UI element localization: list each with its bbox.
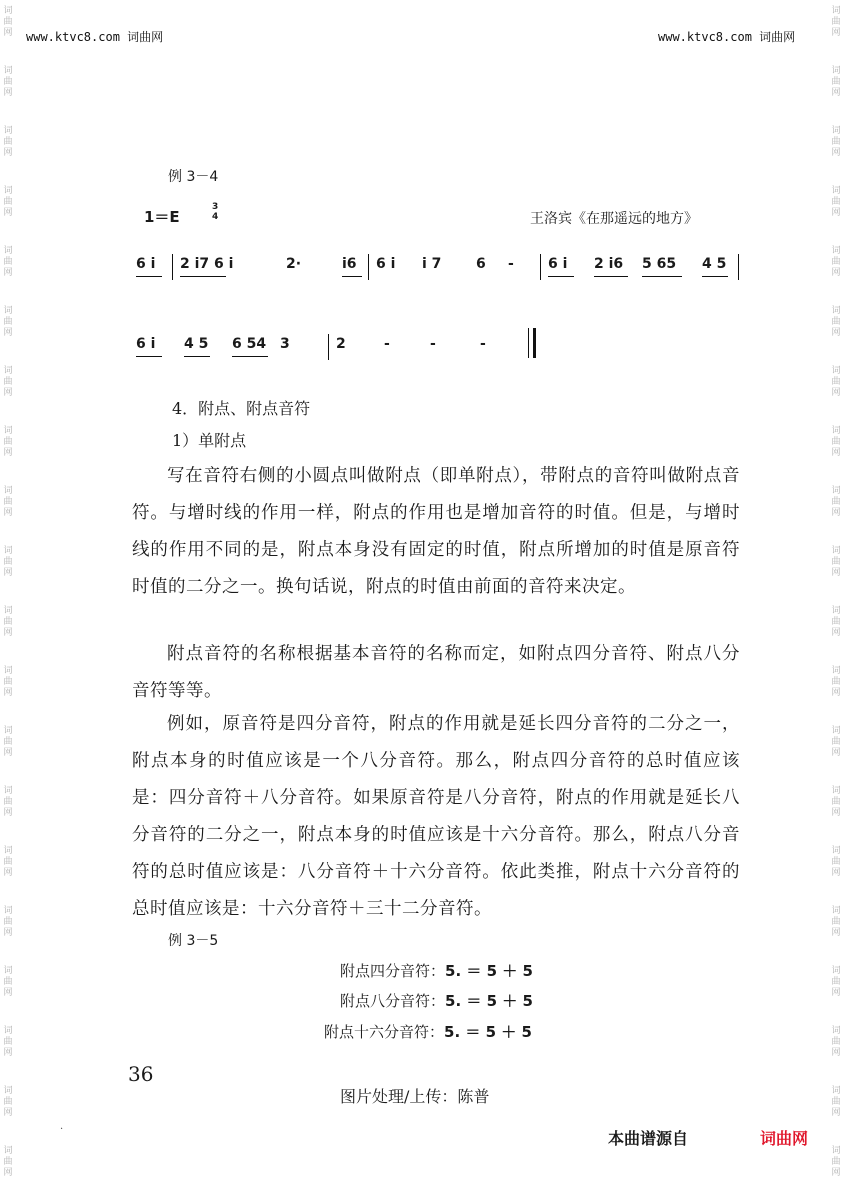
- watermark-text: 词 曲 网: [3, 666, 13, 698]
- barline: [368, 254, 369, 280]
- watermark-text: 词 曲 网: [3, 846, 13, 878]
- score-note: 2: [336, 336, 346, 352]
- score-note: i6: [342, 256, 357, 272]
- section-heading: 4．附点、附点音符: [172, 399, 311, 418]
- beam: [136, 356, 162, 357]
- source-label: 本曲谱源自: [608, 1129, 689, 1148]
- dotted-note-row: [340, 960, 533, 981]
- score-note: -: [480, 336, 486, 352]
- time-signature-top: 3: [212, 202, 219, 212]
- site-url-right[interactable]: www.ktvc8.com 词曲网: [658, 30, 796, 44]
- watermark-text: 词 曲 网: [3, 1026, 13, 1058]
- paragraph-1: [132, 458, 740, 606]
- paragraph-3: [132, 706, 740, 928]
- watermark-text: 词 曲 网: [831, 6, 841, 38]
- score-note: 6 i: [376, 256, 396, 272]
- watermark-text: 词 曲 网: [3, 726, 13, 758]
- score-note: -: [508, 256, 514, 272]
- score-note: 6 i: [136, 336, 156, 352]
- watermark-text: 词 曲 网: [3, 246, 13, 278]
- dotted-note-formula: 5. ＝ 5 ＋ 5: [445, 992, 533, 1010]
- brand-logo-text[interactable]: 词曲网: [760, 1129, 809, 1148]
- beam: [180, 276, 226, 277]
- score-note: -: [430, 336, 436, 352]
- score-note: -: [384, 336, 390, 352]
- beam: [642, 276, 682, 277]
- watermark-text: 词 曲 网: [3, 906, 13, 938]
- beam: [232, 356, 268, 357]
- score-note: 2 i7 6 i: [180, 256, 234, 272]
- beam: [548, 276, 574, 277]
- watermark-text: 词 曲 网: [831, 1026, 841, 1058]
- watermark-text: 词 曲 网: [831, 1086, 841, 1118]
- watermark-text: 词 曲 网: [831, 666, 841, 698]
- watermark-text: 词 曲 网: [831, 906, 841, 938]
- beam: [136, 276, 162, 277]
- watermark-text: 词 曲 网: [831, 606, 841, 638]
- barline: [172, 254, 173, 280]
- watermark-text: 词 曲 网: [3, 1086, 13, 1118]
- watermark-text: 词 曲 网: [3, 426, 13, 458]
- watermark-text: 词 曲 网: [3, 6, 13, 38]
- dotted-note-formula: 5. ＝ 5 ＋ 5: [445, 962, 533, 980]
- upload-credit: 图片处理/上传：陈普: [340, 1087, 490, 1106]
- dotted-note-name: 附点八分音符：: [340, 992, 446, 1010]
- watermark-text: 词 曲 网: [831, 246, 841, 278]
- site-url-left[interactable]: www.ktvc8.com 词曲网: [26, 30, 164, 44]
- watermark-text: 词 曲 网: [831, 186, 841, 218]
- watermark-text: 词 曲 网: [831, 486, 841, 518]
- watermark-text: 词 曲 网: [3, 66, 13, 98]
- score-note: 5 65: [642, 256, 677, 272]
- score-note: 6 54: [232, 336, 267, 352]
- watermark-text: 词 曲 网: [3, 546, 13, 578]
- watermark-text: 词 曲 网: [831, 546, 841, 578]
- score-note: i 7: [422, 256, 442, 272]
- dotted-note-name: 附点四分音符：: [340, 962, 446, 980]
- example-label: 例 3－4: [168, 169, 219, 185]
- watermark-text: 词 曲 网: [3, 486, 13, 518]
- score-note: 2·: [286, 256, 302, 272]
- score-note: 6: [476, 256, 486, 272]
- time-signature: [212, 202, 218, 222]
- watermark-text: 词 曲 网: [831, 426, 841, 458]
- paragraph-2: [132, 636, 740, 710]
- page-number: 36: [128, 1062, 154, 1086]
- beam: [702, 276, 728, 277]
- watermark-text: 词 曲 网: [3, 1146, 13, 1178]
- watermark-text: 词 曲 网: [3, 366, 13, 398]
- example-label: 例 3－5: [168, 933, 219, 949]
- watermark-text: 词 曲 网: [831, 966, 841, 998]
- song-source: 王洛宾《在那遥远的地方》: [530, 211, 698, 227]
- beam: [594, 276, 628, 277]
- watermark-text: 词 曲 网: [831, 846, 841, 878]
- scan-mark: ·: [60, 1124, 64, 1135]
- score-note: 4 5: [184, 336, 209, 352]
- watermark-text: 词 曲 网: [3, 786, 13, 818]
- watermark-text: 词 曲 网: [831, 126, 841, 158]
- time-signature-bottom: 4: [212, 212, 219, 222]
- score-note: 3: [280, 336, 290, 352]
- key-signature: 1＝E: [144, 208, 180, 226]
- paragraph-text: 写在音符右侧的小圆点叫做附点（即单附点），带附点的音符叫做附点音符。与增时线的作用一样，附点的作用也是增加音符的时值。但是，与增时线的作用不同的是，附点本身没有固定的时值，附点所增加的时值是原音符时值的二分之一。换句话说，附点的时值由前面的音符来决定。: [132, 466, 740, 597]
- watermark-text: 词 曲 网: [3, 186, 13, 218]
- barline: [738, 254, 739, 280]
- watermark-text: 词 曲 网: [3, 306, 13, 338]
- final-barline-thin: [528, 328, 529, 358]
- dotted-note-row: [340, 990, 533, 1011]
- watermark-text: 词 曲 网: [831, 66, 841, 98]
- watermark-text: 词 曲 网: [831, 306, 841, 338]
- watermark-text: 词 曲 网: [3, 966, 13, 998]
- watermark-column-right: [828, 0, 844, 1178]
- watermark-text: 词 曲 网: [831, 366, 841, 398]
- score-note: 2 i6: [594, 256, 624, 272]
- score-note: 6 i: [136, 256, 156, 272]
- score-note: 4 5: [702, 256, 727, 272]
- watermark-text: 词 曲 网: [831, 786, 841, 818]
- dotted-note-row: [324, 1021, 532, 1042]
- watermark-text: 词 曲 网: [831, 1146, 841, 1178]
- final-barline-thick: [533, 328, 536, 358]
- score-line-1: [136, 256, 746, 282]
- watermark-column-left: [0, 0, 16, 1178]
- paragraph-text: 例如，原音符是四分音符，附点的作用就是延长四分音符的二分之一，附点本身的时值应该是一个八分音符。那么，附点四分音符的总时值应该是：四分音符＋八分音符。如果原音符是八分音符，附点的作用就是延长八分音符的二分之一，附点本身的时值应该是十六分音符。那么，附点八分音符的总时值应该是：八分音符＋十六分音符。依此类推，附点十六分音符的总时值应该是：十六分音符＋三十二分音符。: [132, 714, 740, 919]
- dotted-note-formula: 5. ＝ 5 ＋ 5: [444, 1023, 532, 1041]
- score-note: 6 i: [548, 256, 568, 272]
- watermark-text: 词 曲 网: [831, 726, 841, 758]
- section-subheading: 1）单附点: [172, 431, 247, 450]
- barline: [540, 254, 541, 280]
- score-line-2: [136, 336, 746, 362]
- barline: [328, 334, 329, 360]
- paragraph-text: 附点音符的名称根据基本音符的名称而定，如附点四分音符、附点八分音符等等。: [132, 644, 740, 701]
- watermark-text: 词 曲 网: [3, 126, 13, 158]
- watermark-text: 词 曲 网: [3, 606, 13, 638]
- dotted-note-name: 附点十六分音符：: [324, 1023, 445, 1041]
- beam: [184, 356, 210, 357]
- beam: [342, 276, 362, 277]
